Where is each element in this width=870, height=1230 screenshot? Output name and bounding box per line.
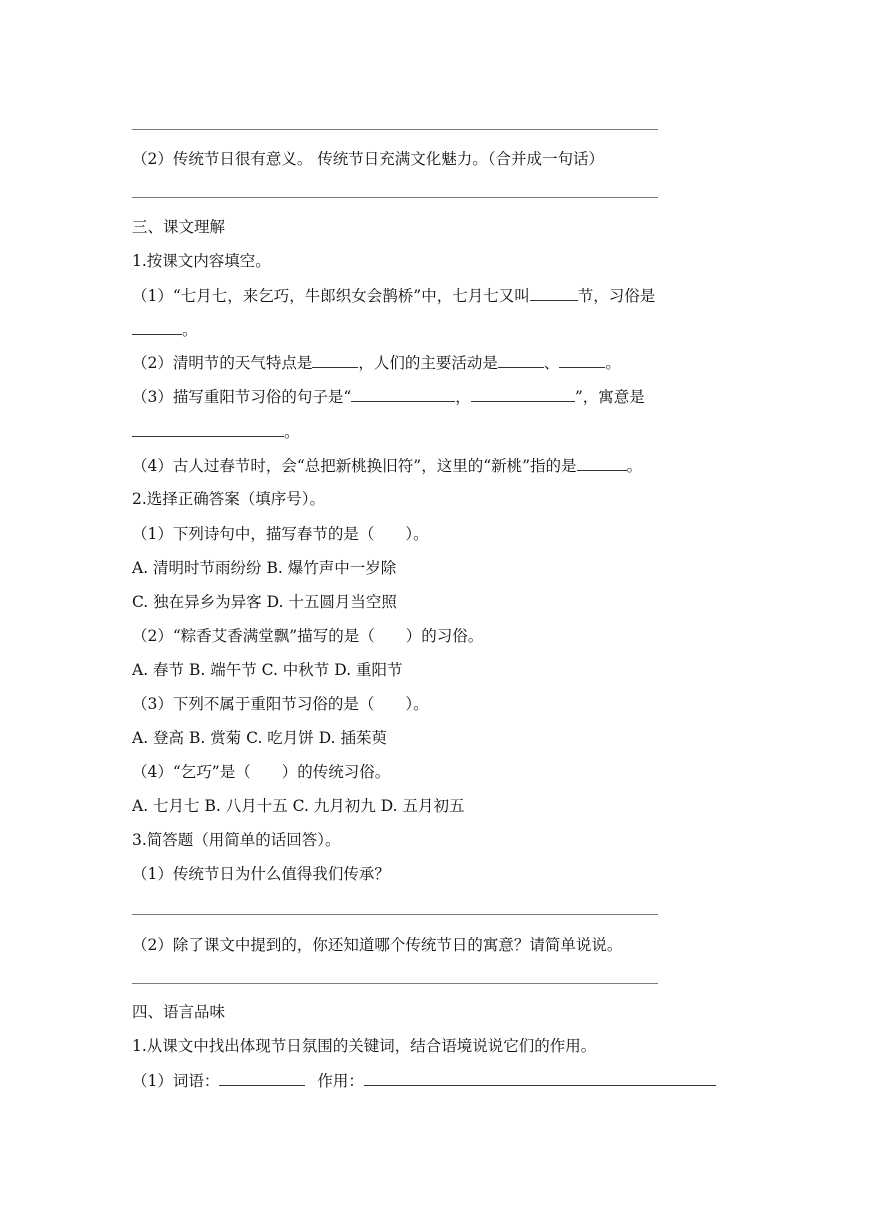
word-effect-item: （1）词语： 作用： [132, 1071, 716, 1091]
fill-blank[interactable] [498, 353, 544, 368]
choice-options: A. 清明时节雨纷纷 B. 爆竹声中一岁除 [132, 559, 397, 577]
choice-options: A. 登高 B. 赏菊 C. 吃月饼 D. 插茱萸 [132, 729, 387, 747]
short-answer-question: （1）传统节日为什么值得我们传承？ [132, 865, 390, 883]
fill-blank[interactable] [351, 387, 455, 402]
choice-question: （4）“乞巧”是（ ）的传统习俗。 [132, 763, 391, 781]
word-blank[interactable] [219, 1071, 305, 1086]
choice-question: （2）“粽香艾香满堂飘”描写的是（ ）的习俗。 [132, 627, 484, 645]
answer-line[interactable] [132, 129, 658, 130]
section-heading: 三、课文理解 [132, 218, 226, 236]
choice-question: （3）下列不属于重阳节习俗的是（ ）。 [132, 695, 429, 713]
question-instruction: 1.从课文中找出体现节日氛围的关键词，结合语境说说它们的作用。 [132, 1037, 597, 1055]
question-instruction: 3.简答题（用简单的话回答）。 [132, 831, 341, 849]
choice-options: A. 春节 B. 端午节 C. 中秋节 D. 重阳节 [132, 661, 403, 679]
choice-options: C. 独在异乡为异客 D. 十五圆月当空照 [132, 593, 397, 611]
short-answer-question: （2）除了课文中提到的，你还知道哪个传统节日的寓意？请简单说说。 [132, 936, 623, 954]
fill-blank[interactable] [312, 353, 358, 368]
fill-item-4: （4）古人过春节时，会“总把新桃换旧符”，这里的“新桃”指的是 。 [132, 457, 643, 475]
answer-line[interactable] [132, 914, 658, 915]
question-instruction: 1.按课文内容填空。 [132, 252, 271, 270]
fill-item-2: （2）清明节的天气特点是 ，人们的主要活动是 、 。 [132, 354, 621, 372]
choice-options: A. 七月七 B. 八月十五 C. 九月初九 D. 五月初五 [132, 797, 465, 815]
fill-blank[interactable] [471, 387, 575, 402]
answer-line[interactable] [132, 197, 658, 198]
question-instruction: 2.选择正确答案（填序号）。 [132, 490, 326, 508]
fill-blank[interactable] [132, 422, 284, 437]
effect-blank[interactable] [364, 1071, 716, 1086]
fill-blank[interactable] [577, 456, 627, 471]
fill-item-1-cont: 。 [132, 320, 198, 340]
fill-item-3-cont: 。 [132, 422, 300, 442]
section-heading: 四、语言品味 [132, 1003, 226, 1021]
fill-item-1: （1）“七月七，来乞巧，牛郎织女会鹊桥”中，七月七又叫 节，习俗是 [132, 287, 656, 305]
choice-question: （1）下列诗句中，描写春节的是（ ）。 [132, 525, 429, 543]
fill-blank[interactable] [530, 286, 578, 301]
fill-item-3: （3）描写重阳节习俗的句子是“ ， ”，寓意是 [132, 388, 645, 406]
fill-blank[interactable] [559, 353, 605, 368]
answer-line[interactable] [132, 983, 658, 984]
question-merge-sentences: （2）传统节日很有意义。 传统节日充满文化魅力。（合并成一句话） [132, 150, 605, 168]
fill-blank[interactable] [132, 320, 182, 335]
